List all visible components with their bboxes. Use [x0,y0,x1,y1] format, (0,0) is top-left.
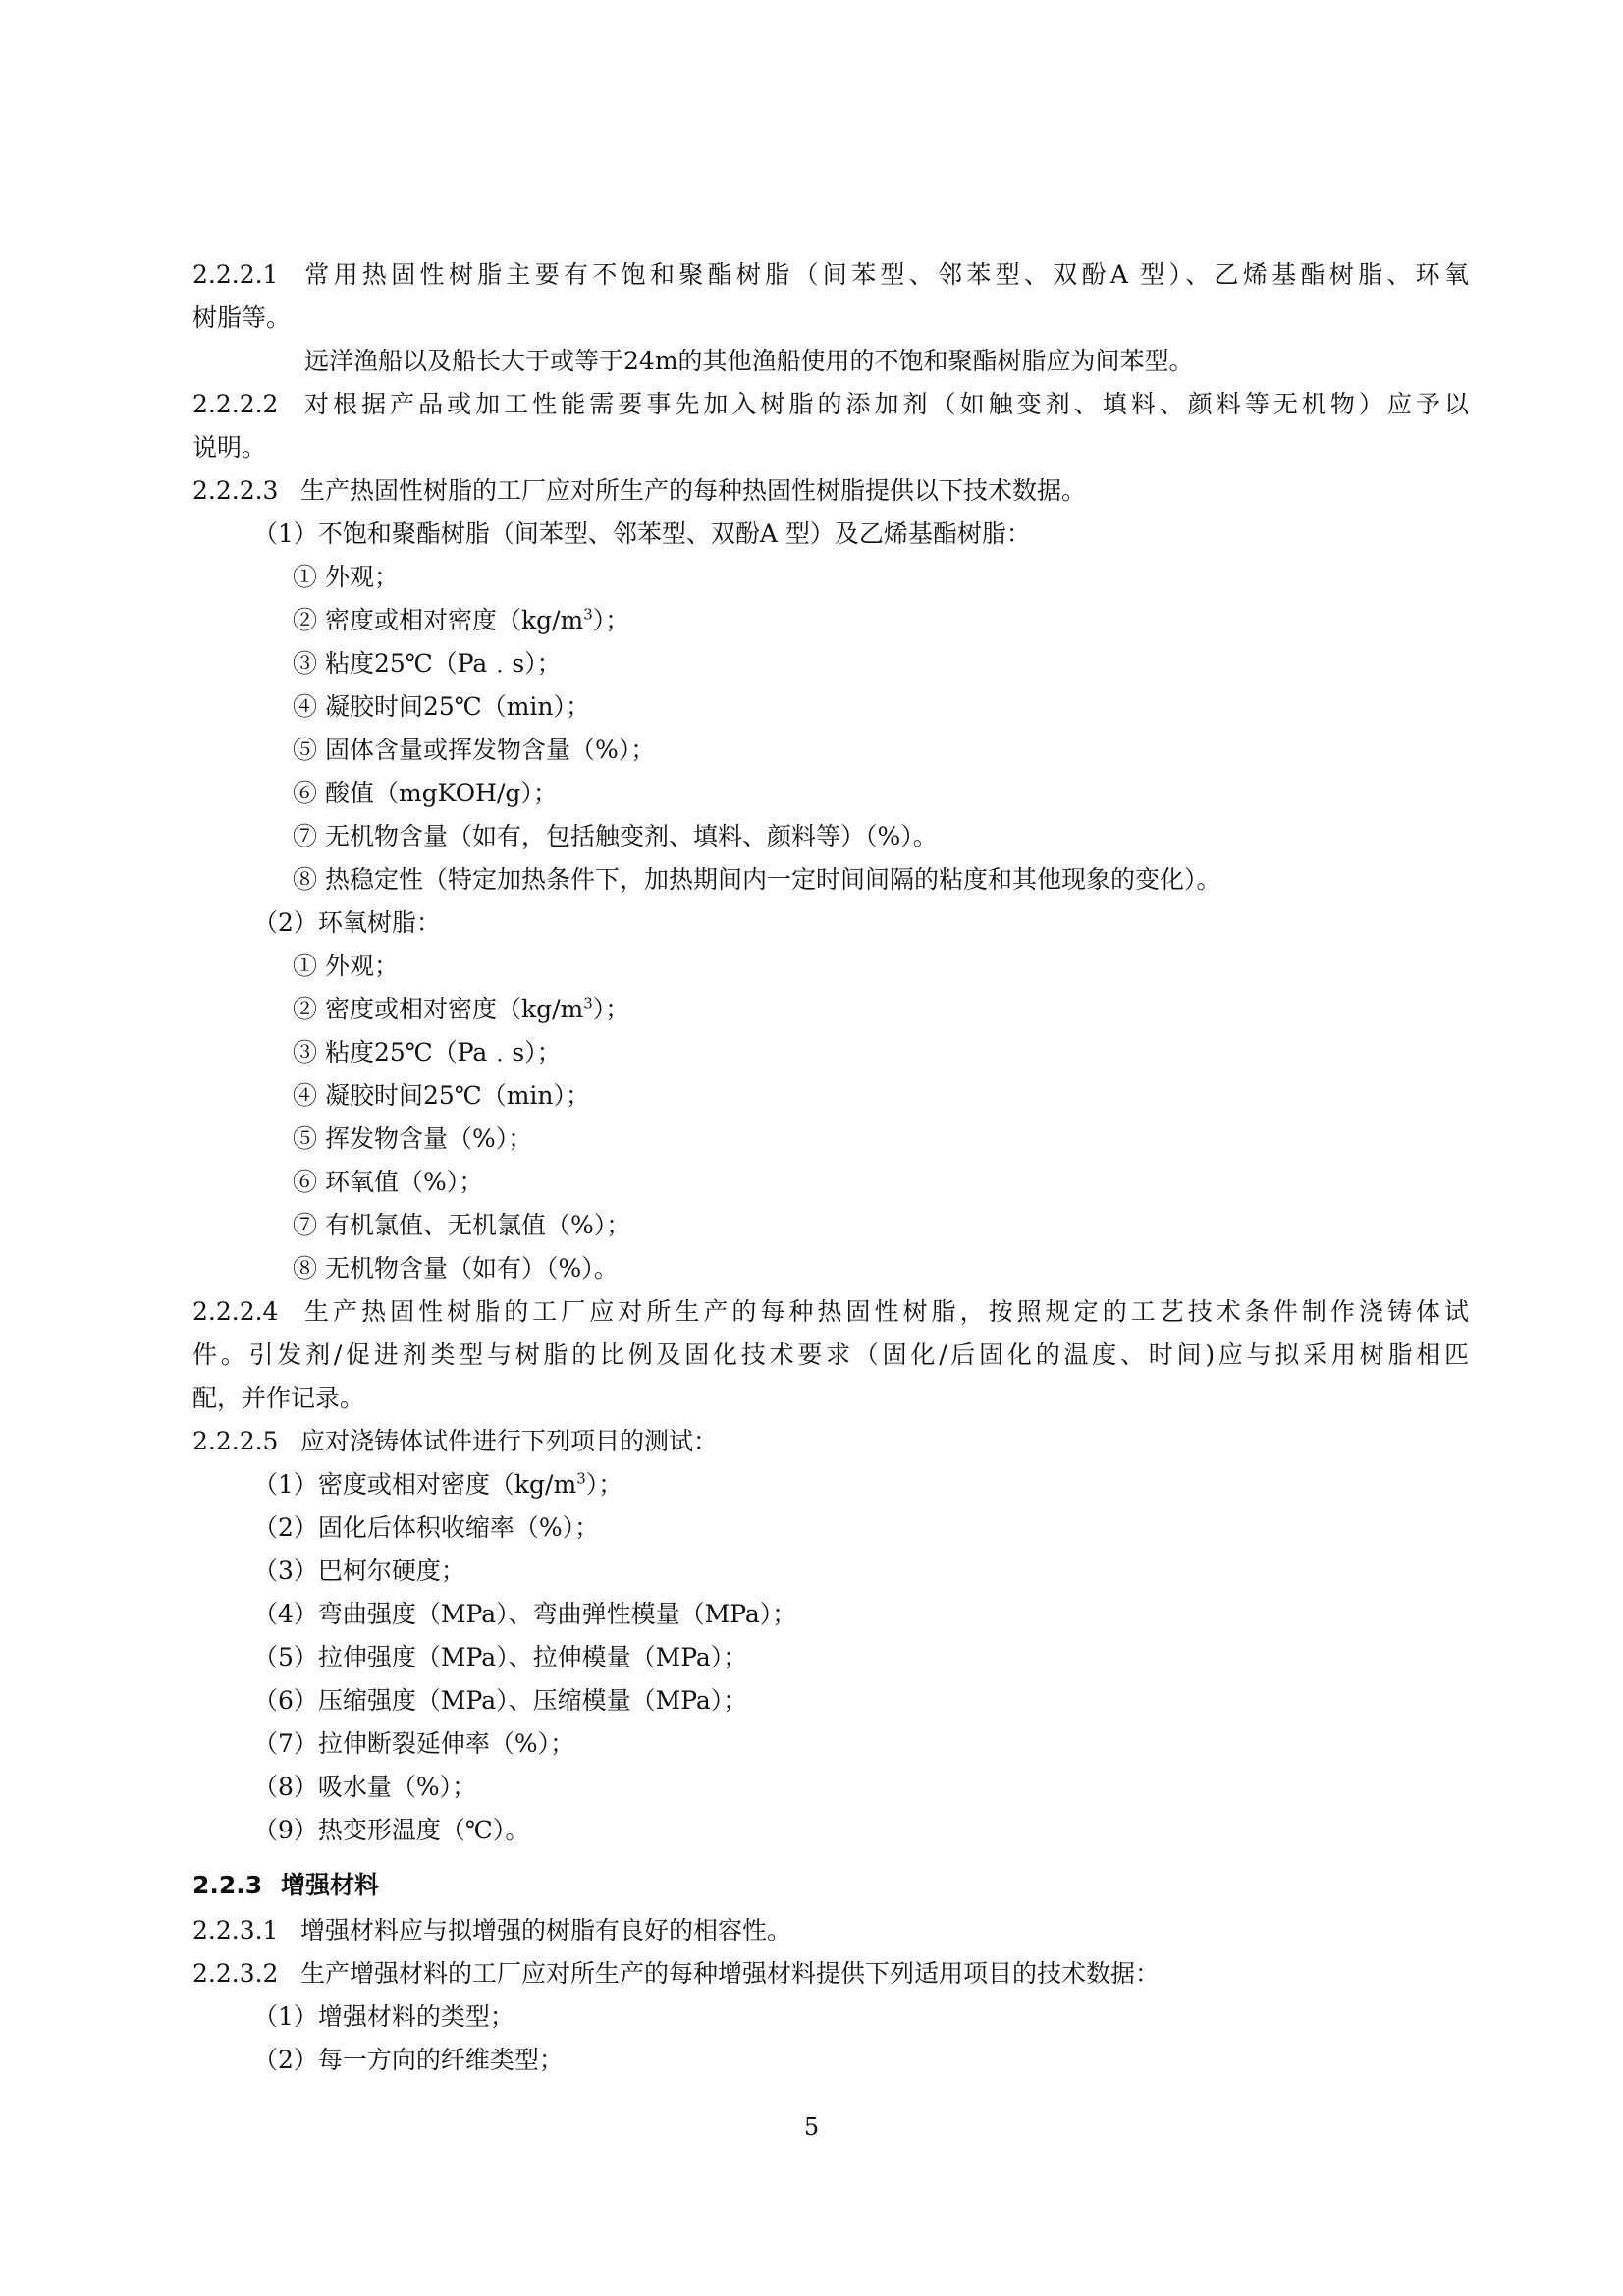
para-2-2-2-1-line2: 树脂等。 [192,303,292,332]
list-item: （3）巴柯尔硬度； [253,1557,465,1585]
list-item: （2）每一方向的纤维类型； [253,2046,564,2074]
clause-text: 应对浇铸体试件进行下列项目的测试： [300,1427,719,1455]
clause-text: 生产增强材料的工厂应对所生产的每种增强材料提供下列适用项目的技术数据： [300,1959,1161,1988]
list-item: ⑦ 有机氯值、无机氯值（%）； [293,1211,631,1239]
para-2-2-2-1-line1 [192,253,1469,297]
clause-number: 2.2.2.4 [192,1297,279,1326]
clause-text: 常用热固性树脂主要有不饱和聚酯树脂（间苯型、邻苯型、双酚A 型）、乙烯基酯树脂、环氧 [300,260,1469,289]
list-item: （5）拉伸强度（MPa）、拉伸模量（MPa）； [253,1643,748,1671]
clause-number: 2.2.2.5 [192,1427,279,1455]
clause-text: 生产热固性树脂的工厂应对所生产的每种热固性树脂，按照规定的工艺技术条件制作浇铸体试 [300,1297,1469,1326]
section-number: 2.2.3 [192,1871,263,1899]
clause-number: 2.2.2.1 [192,260,279,289]
group2-title: （2）环氧树脂： [253,908,441,937]
section-heading-2-2-3 [192,1864,1469,1907]
section-title: 增强材料 [281,1871,380,1899]
list-item: （1）增强材料的类型； [253,2002,514,2031]
para-2-2-2-5 [192,1420,1469,1463]
para-2-2-2-2-line2: 说明。 [192,433,267,462]
group1-title: （1）不饱和聚酯树脂（间苯型、邻苯型、双酚A 型）及乙烯基酯树脂： [253,519,1031,548]
list-item: ⑧ 热稳定性（特定加热条件下，加热期间内一定时间间隔的粘度和其他现象的变化）。 [293,865,1221,894]
list-item: ① 外观； [293,952,399,980]
list-item: ② 密度或相对密度$(kg/m^3)$； [293,994,630,1023]
para-2-2-3-1 [192,1909,1469,1952]
para-2-2-2-3 [192,469,1469,513]
list-item: ⑥ 酸值（mgKOH/g）； [293,779,558,807]
list-item: （9）热变形温度（℃）。 [253,1816,530,1844]
clause-text: 对根据产品或加工性能需要事先加入树脂的添加剂（如触变剂、填料、颜料等无机物）应予以 [300,390,1469,418]
list-item: ② 密度或相对密度$(kg/m^3)$； [293,605,630,634]
para-2-2-2-1-note: 远洋渔船以及船长大于或等于24m的其他渔船使用的不饱和聚酯树脂应为间苯型。 [304,347,1194,375]
clause-number: 2.2.3.2 [192,1959,279,1988]
para-2-2-2-4-line3: 配，并作记录。 [192,1384,365,1412]
clause-text: 增强材料应与拟增强的树脂有良好的相容性。 [300,1916,792,1944]
list-item: ⑤ 挥发物含量（%）； [293,1124,533,1153]
para-2-2-2-4-line1 [192,1290,1469,1334]
list-item: ① 外观； [293,563,399,591]
list-item: （2）固化后体积收缩率（%）； [253,1513,600,1542]
list-item: （7）拉伸断裂延伸率（%）； [253,1729,575,1758]
para-2-2-2-4-line2: 件。引发剂/促进剂类型与树脂的比例及固化技术要求（固化/后固化的温度、时间)应与拟采用树脂相匹 [192,1340,1469,1369]
list-item: （4）弯曲强度（MPa）、弯曲弹性模量（MPa）； [253,1600,797,1628]
para-2-2-2-2-line1 [192,383,1469,426]
list-item: ⑦ 无机物含量（如有，包括触变剂、填料、颜料等）（%）。 [293,822,938,850]
list-item: （1）密度或相对密度$(kg/m^3)$； [253,1469,623,1499]
clause-number: 2.2.3.1 [192,1916,279,1944]
list-item: ③ 粘度25℃（Pa﹒s）； [293,649,562,678]
list-item: ③ 粘度25℃（Pa﹒s）； [293,1038,562,1066]
clause-number: 2.2.2.3 [192,476,279,505]
list-item: （6）压缩强度（MPa）、压缩模量（MPa）； [253,1686,748,1715]
clause-text: 生产热固性树脂的工厂应对所生产的每种热固性树脂提供以下技术数据。 [300,476,1087,505]
list-item: ⑥ 环氧值（%）； [293,1168,484,1196]
list-item: ④ 凝胶时间25℃（min）； [293,1081,591,1110]
clause-number: 2.2.2.2 [192,390,279,418]
page-number: 5 [803,2113,820,2141]
list-item: ⑧ 无机物含量（如有）（%）。 [293,1254,619,1283]
list-item: ⑤ 固体含量或挥发物含量（%）； [293,736,656,764]
para-2-2-3-2 [192,1952,1469,1995]
list-item: ④ 凝胶时间25℃（min）； [293,692,591,721]
list-item: （8）吸水量（%）； [253,1773,477,1801]
